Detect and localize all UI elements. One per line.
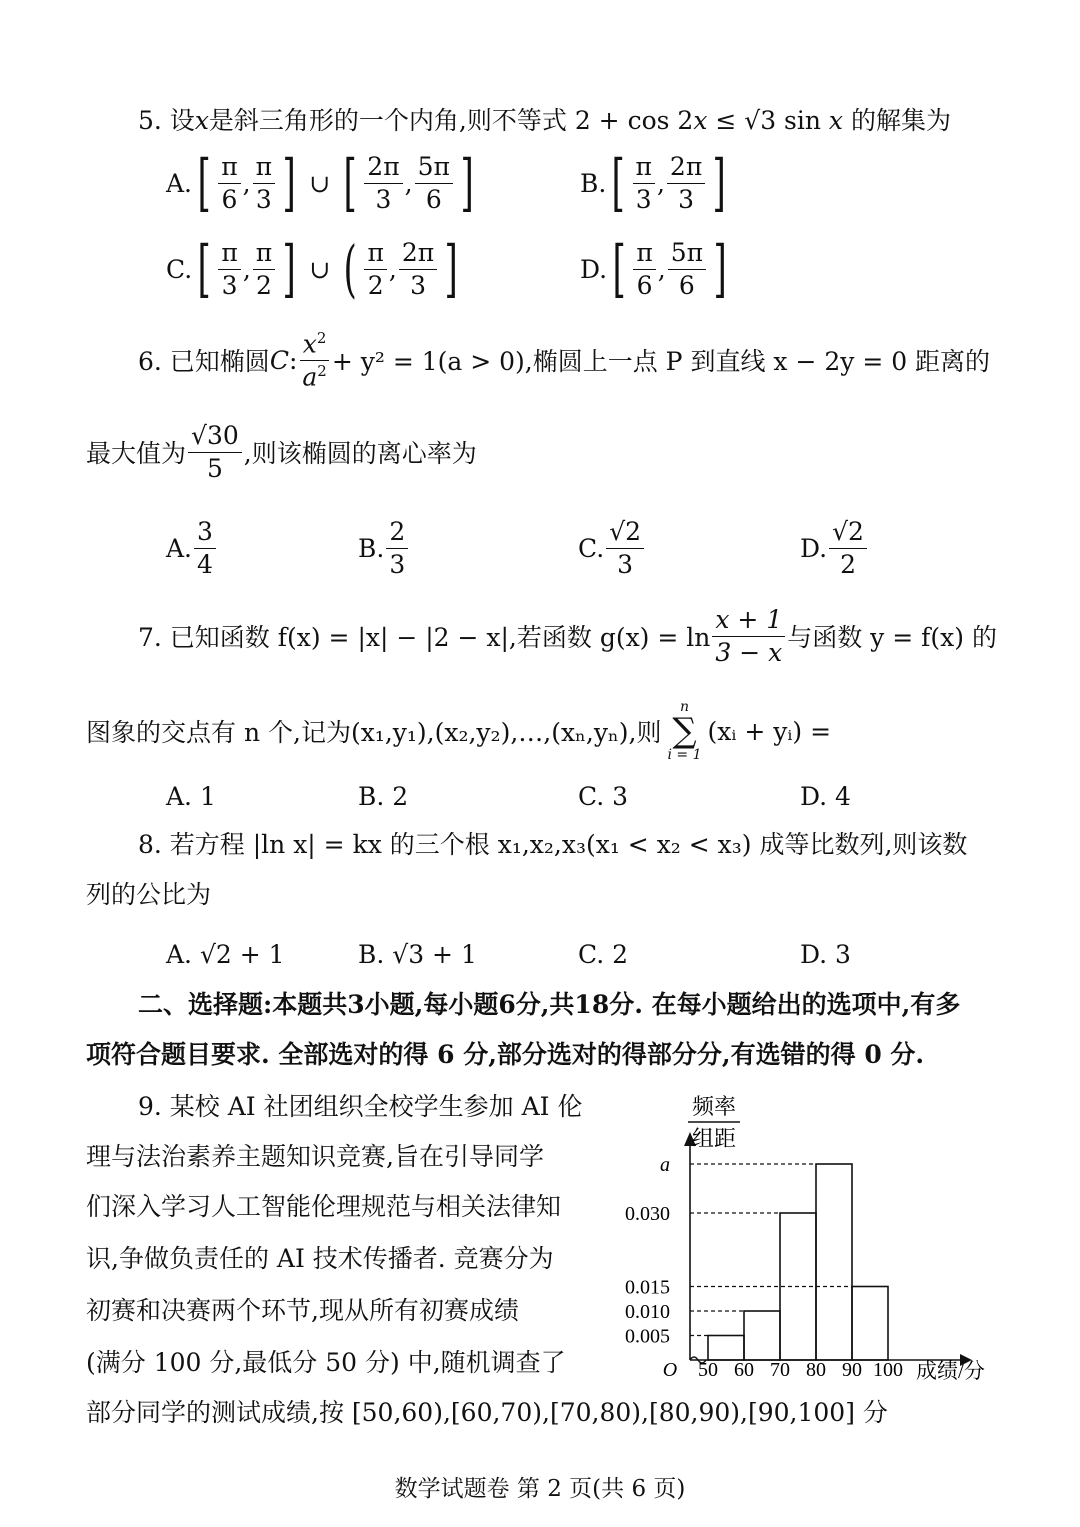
q9-line-5: 初赛和决赛两个环节,现从所有初赛成绩: [86, 1296, 519, 1325]
q7-option-c: C. 3: [578, 782, 629, 811]
q9-line-1: 9. 某校 AI 社团组织全校学生参加 AI 伦: [138, 1092, 583, 1121]
x-tick-label: 60: [734, 1359, 754, 1381]
x-axis-label: 成绩/分: [916, 1359, 985, 1383]
y-tick-label: 0.030: [625, 1203, 670, 1225]
q5-option-c: C. [ $\frac{\pi}{3}$ , $\frac{\pi}{2}$ ] ∪ ( $\frac{\pi}{2}$ , $\frac{2\pi}{3}$ ]: [166, 232, 458, 305]
q7-option-b: B. 2: [358, 782, 409, 811]
q8-option-d: D. 3: [800, 940, 851, 969]
q6-option-c: C. $\frac{√2}{3}$: [578, 518, 646, 578]
page-footer: 数学试题卷 第 2 页(共 6 页): [394, 1476, 686, 1502]
q6-stem-line2: 最大值为 $\frac{√30}{5}$ ,则该椭圆的离心率为: [86, 421, 477, 483]
q8-stem-line2: 列的公比为: [86, 880, 212, 909]
q9-line-4: 识,争做负责任的 AI 技术传播者. 竞赛分为: [86, 1244, 554, 1273]
histogram-bar: [744, 1311, 780, 1360]
q6-stem: 6. 已知椭圆 C : $\frac{x^2}{a^2}$ + y² = 1(a > 0),椭圆上一点 P 到直线 x − 2y = 0 距离的: [138, 329, 991, 392]
x-tick-label: 80: [806, 1359, 826, 1381]
q6-option-a: A. $\frac{3}{4}$: [166, 518, 218, 578]
q7-option-a: A. 1: [166, 782, 216, 811]
y-tick-label: 0.010: [625, 1301, 670, 1323]
y-tick-label: 0.005: [625, 1325, 670, 1348]
y-label-bottom: 组距: [691, 1126, 737, 1151]
y-tick-label: 0.015: [625, 1276, 670, 1299]
section2-heading: 二、选择题:本题共3小题,每小题6分,共18分. 在每小题给出的选项中,有多: [138, 990, 961, 1019]
q5-option-b: B. [ $\frac{\pi}{3}$ , $\frac{2\pi}{3}$ ]: [580, 146, 727, 219]
q5-stem: 5. 设x是斜三角形的一个内角,则不等式 2 + cos 2x ≤ √3 sin x 的解集为: [138, 106, 951, 135]
q9-line-7: 部分同学的测试成绩,按 [50,60),[60,70),[70,80),[80,90),[90,100] 分: [86, 1398, 888, 1427]
y-tick-label: a: [660, 1154, 670, 1176]
q7-option-d: D. 4: [800, 782, 851, 811]
q7-stem-line2: 图象的交点有 n 个,记为(x₁,y₁),(x₂,y₂),…,(xₙ,yₙ),则 n ∑ i = 1 (xᵢ + yᵢ) =: [86, 699, 832, 763]
histogram-bar: [852, 1287, 888, 1361]
q9-line-2: 理与法治素养主题知识竞赛,旨在引导同学: [86, 1142, 544, 1171]
q9-line-3: 们深入学习人工智能伦理规范与相关法律知: [86, 1192, 562, 1221]
q6-option-d: D. $\frac{√2}{2}$: [800, 518, 869, 578]
q9-line-6: (满分 100 分,最低分 50 分) 中,随机调查了: [86, 1348, 566, 1377]
x-tick-label: 70: [770, 1359, 790, 1381]
section2-heading-line2: 项符合题目要求. 全部选对的得 6 分,部分选对的得部分分,有选错的得 0 分.: [86, 1040, 925, 1069]
q8-option-a: A. √2 + 1: [166, 940, 285, 969]
q5-option-a: A. [ $\frac{\pi}{6}$ , $\frac{\pi}{3}$ ] ∪ [ $\frac{2\pi}{3}$ , $\frac{5\pi}{6}$ ]: [166, 146, 474, 219]
y-label-top: 频率: [691, 1094, 737, 1119]
q7-stem: 7. 已知函数 f(x) = |x| − |2 − x|,若函数 g(x) = ln $\frac{x + 1}{3 - x}$ 与函数 y = f(x) 的: [138, 605, 997, 667]
q8-option-b: B. √3 + 1: [358, 940, 477, 969]
q8-option-c: C. 2: [578, 940, 629, 969]
q6-option-b: B. $\frac{2}{3}$: [358, 518, 410, 578]
histogram-bar: [708, 1336, 744, 1361]
origin-label: O: [662, 1359, 678, 1381]
x-tick-label: 50: [698, 1359, 718, 1381]
histogram-chart: [610, 1090, 1010, 1390]
q8-stem: 8. 若方程 |ln x| = kx 的三个根 x₁,x₂,x₃(x₁ < x₂ < x₃) 成等比数列,则该数: [138, 830, 968, 859]
x-tick-label: 100: [873, 1359, 903, 1381]
q5-option-d: D. [ $\frac{\pi}{6}$ , $\frac{5\pi}{6}$ ]: [580, 232, 727, 305]
histogram-bar: [816, 1164, 852, 1360]
x-tick-label: 90: [842, 1359, 862, 1381]
